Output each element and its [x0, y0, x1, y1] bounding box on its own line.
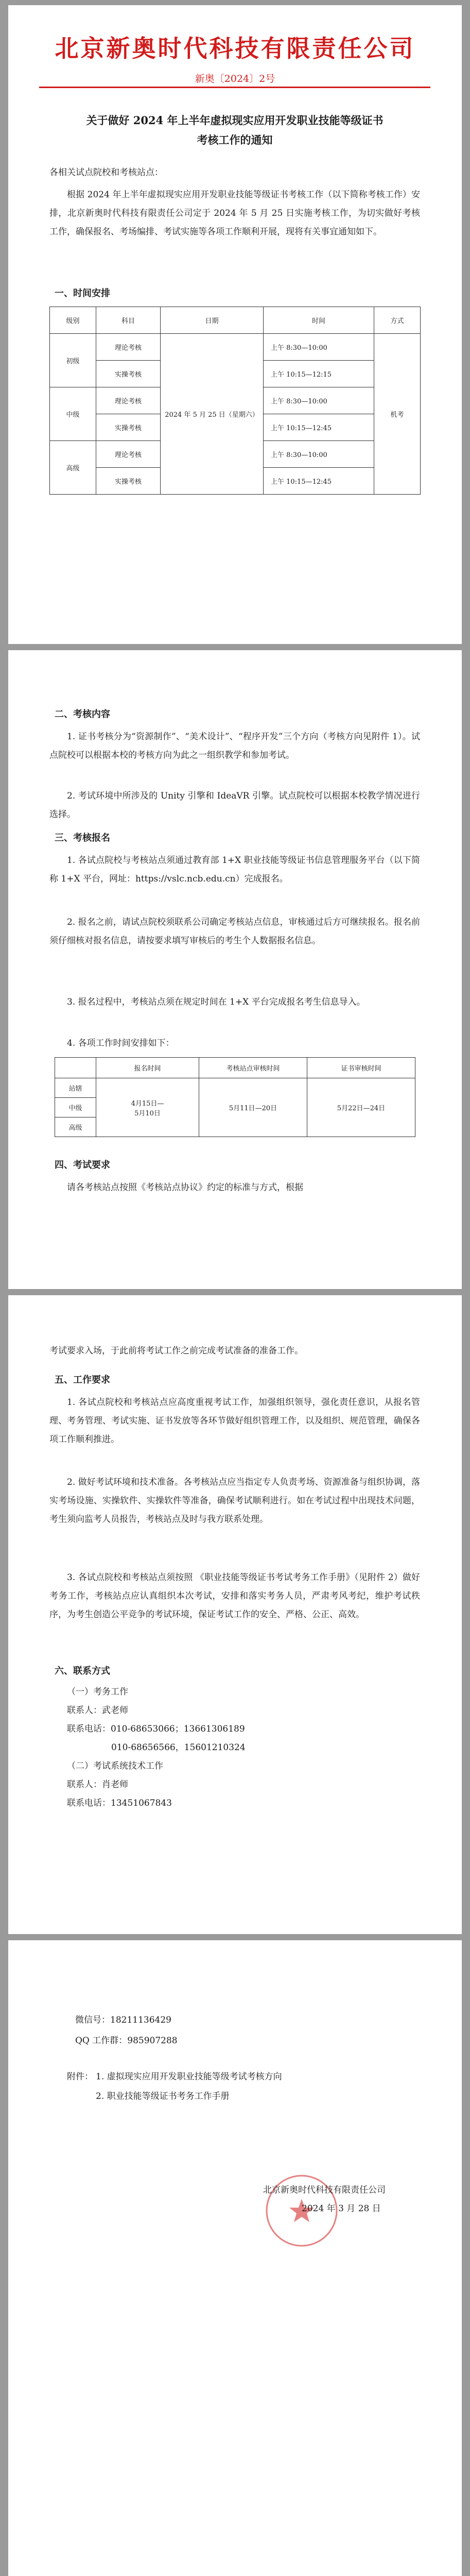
schedule-table: [49, 307, 421, 495]
section-heading: 四、考试要求: [55, 1160, 110, 1171]
table-cell: 站辖: [55, 1078, 96, 1098]
paragraph: 请各考核站点按照《考核站点协议》约定的标准与方式，根据: [67, 1182, 303, 1193]
table-cell: 实操考核: [96, 414, 161, 441]
table-header: 报名时间: [96, 1058, 199, 1078]
attachment-item: 1. 虚拟现实应用开发职业技能等级考试考核方向: [96, 2072, 282, 2082]
table-cell: 上午 10:15—12:15: [264, 361, 374, 387]
section-heading: 三、考核报名: [55, 833, 110, 843]
page-2: [8, 650, 462, 1289]
table-header: 科目: [96, 307, 161, 334]
red-divider: [39, 87, 430, 88]
contact-line: 联系人：武老师: [67, 1705, 128, 1716]
table-header: 考核站点审核时间: [199, 1058, 307, 1078]
table-header-row: [50, 307, 421, 334]
document-number: 新奥〔2024〕2号: [195, 73, 275, 84]
paragraph: 1. 证书考核分为“资源制作”、“美术设计”、“程序开发”三个方向（考核方向见附件 1）。试点院校可以根据本校的考核方向为此之一组织教学和参加考试。: [49, 732, 420, 760]
table-cell: 实操考核: [96, 361, 161, 387]
table-cell: 中级: [50, 387, 96, 441]
paragraph: 3. 报名过程中，考核站点须在规定时间在 1+X 平台完成报名考生信息导入。: [67, 997, 365, 1007]
table-cell: 初级: [50, 334, 96, 387]
table-header: 日期: [161, 307, 264, 334]
paragraph: 4. 各项工作时间安排如下：: [67, 1038, 175, 1048]
table-cell: 5月11日—20日: [199, 1078, 307, 1137]
intro-paragraph: 根据 2024 年上半年虚拟现实应用开发职业技能等级证书考核工作（以下简称考核工作）安排，北京新奥时代科技有限责任公司定于 2024 年 5 月 25 日实施考核工作，为切实做好考核工作，确保报名、考场编排、考试实施等各项工作顺利开展，现将有关事宜通知如下。: [49, 190, 420, 237]
table-cell: 实操考核: [96, 468, 161, 495]
table-cell: 上午 8:30—10:00: [264, 387, 374, 414]
page-3: [8, 1295, 462, 1934]
paragraph: 1. 各试点院校与考核站点须通过教育部 1+X 职业技能等级证书信息管理服务平台（以下简称 1+X 平台，网址：https://vslc.ncb.edu.cn）完成报名。: [49, 855, 420, 884]
paragraph: 考试要求入场，于此前将考试工作之前完成考试准备的准备工作。: [49, 1346, 303, 1356]
paragraph: 2. 报名之前，请试点院校须联系公司确定考核站点信息，审核通过后方可继续报名。报名前须仔细核对报名信息，请按要求填写审核后的考生个人数据报名信息。: [49, 917, 420, 946]
contact-line: QQ 工作群：985907288: [75, 2036, 178, 2046]
table-header: 方式: [374, 307, 421, 334]
contact-line: 联系电话：010-68653066；13661306189: [67, 1724, 245, 1734]
table-header: 级别: [50, 307, 96, 334]
contact-line: 微信号：18211136429: [75, 2015, 171, 2025]
table-cell: 高级: [55, 1117, 96, 1137]
table-row: [55, 1078, 415, 1098]
attachments-label: 附件：: [67, 2072, 93, 2082]
contact-line: 联系人：肖老师: [67, 1780, 128, 1790]
section-heading: 二、考核内容: [55, 709, 110, 720]
table-cell-method: 机考: [374, 334, 421, 495]
attachment-item: 2. 职业技能等级证书考务工作手册: [96, 2091, 230, 2102]
section-heading: 六、联系方式: [55, 1666, 110, 1676]
paragraph: 2. 做好考试环境和技术准备。各考核站点应当指定专人负责考场、资源准备与组织协调，落实考场设施、实操软件、实操软件等准备，确保考试顺利进行。如在考试过程中出现技术问题，考生须向监考人员报告，考核站点及时与我方联系处理。: [49, 1477, 420, 1524]
table-cell: 4月15日— 5月10日: [96, 1078, 199, 1137]
paragraph: 2. 考试环境中所涉及的 Unity 引擎和 IdeaVR 引擎。试点院校可以根据本校教学情况进行选择。: [49, 791, 420, 820]
table-cell: 上午 8:30—10:00: [264, 441, 374, 468]
table-header-row: [55, 1058, 415, 1078]
contact-line: （一）考务工作: [67, 1687, 128, 1697]
signature-company: 北京新奥时代科技有限责任公司: [263, 2185, 386, 2195]
section-heading: 五、工作要求: [55, 1375, 110, 1385]
table-header: [55, 1058, 96, 1078]
table-cell: 上午 8:30—10:00: [264, 334, 374, 361]
table-row: [50, 334, 421, 361]
table-cell: 理论考核: [96, 387, 161, 414]
contact-line: 010-68656566，15601210324: [111, 1742, 246, 1753]
table-cell: 中级: [55, 1098, 96, 1117]
table-cell-date: 2024 年 5 月 25 日（星期六）: [161, 334, 264, 495]
table-cell: 高级: [50, 441, 96, 495]
table-cell: 上午 10:15—12:45: [264, 468, 374, 495]
paragraph: 3. 各试点院校和考核站点须按照 《职业技能等级证书考试考务工作手册》（见附件 2）做好考务工作，考核站点应认真组织本次考试，安排和落实考务人员，严肃考风考纪，维护考试秩序，为考生创造公平竞争的考试环境，保证考试工作的安全、严格、公正、高效。: [49, 1572, 420, 1620]
table-cell: 理论考核: [96, 334, 161, 361]
company-header: 北京新奥时代科技有限责任公司: [55, 35, 415, 62]
table-cell: 5月22日—24日: [307, 1078, 415, 1137]
timeline-table: [55, 1057, 415, 1137]
page-1: [8, 5, 462, 644]
document-title: 关于做好 2024 年上半年虚拟现实应用开发职业技能等级证书 考核工作的通知: [86, 114, 384, 146]
table-header: 时间: [264, 307, 374, 334]
table-cell: 上午 10:15—12:45: [264, 414, 374, 441]
page-4: [8, 1940, 462, 2576]
signature-date: 2024 年 3 月 28 日: [302, 2204, 381, 2214]
greeting: 各相关试点院校和考核站点：: [49, 167, 163, 178]
section-heading: 一、时间安排: [55, 288, 110, 299]
paragraph: 1. 各试点院校和考核站点应高度重视考试工作，加强组织领导，强化责任意识，从报名管理、考务管理、考试实施、证书发放等各环节做好组织管理工作，以及组织、规范管理，确保各项工作顺利推进。: [49, 1397, 420, 1445]
table-cell: 理论考核: [96, 441, 161, 468]
contact-line: （二）考试系统技术工作: [67, 1761, 163, 1771]
contact-line: 联系电话：13451067843: [67, 1798, 172, 1808]
table-header: 证书审核时间: [307, 1058, 415, 1078]
